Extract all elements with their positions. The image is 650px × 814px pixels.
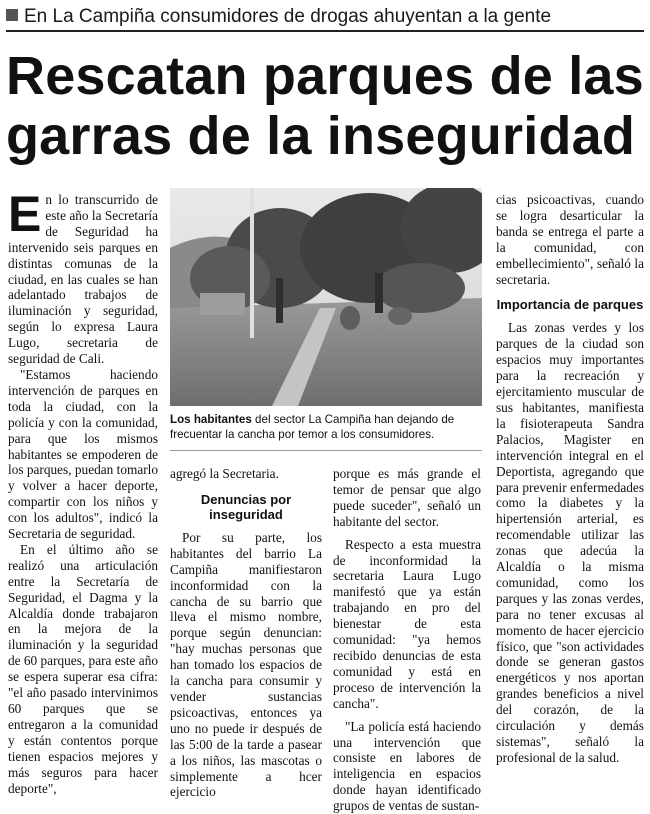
paragraph: "La policía está haciendo una intervención que consiste en labores de inteligencia en espacios donde hayan identificado grupos de ventas de sustan- [333,718,481,814]
article-column-1 [8,186,158,796]
kicker [6,4,644,32]
kicker-text: En La Campiña consumidores de drogas ahuyentan a la gente [24,6,552,27]
subhead-importancia: Importancia de parques [496,297,644,313]
headline-line-2: garras de la inseguridad [6,106,636,166]
paragraph: porque es más grande el temor de pensar que algo puede suceder", señaló un habitante del sector. [333,466,481,529]
paragraph: Por su parte, los habitantes del barrio La Campiña manifiestaron inconformidad con la cancha de su barrio que lleva el mismo nombre, porque según denuncian: "hay muchas personas que han tomado los espacios de la cancha para consumir y vender sustancias psicoactivas, entonces ya uno no puede ir después de las 5:00 de la tarde a pasear a los niños, las mascotas o simplemente a hcer ejercicio [170,529,322,800]
caption-text: del sector La Campiña han dejando de frecuentar la cancha por temor a los consumidores. [170,413,455,441]
paragraph: n lo transcurrido de este año la Secretaría de Seguridad ha intervenido seis parques en distintas comunas de la ciudad, en las cuales se han adelantado trabajos de iluminación y seguridad, según lo expresa Laura Lugo, secretaria de seguridad de Cali. [8,192,158,367]
caption-lead: Los habitantes [170,413,252,426]
drop-cap: E [8,186,42,242]
headline [6,46,644,166]
paragraph: Respecto a esta muestra de inconformidad la secretaria Laura Lugo manifestó que ya están trabajando en pro del bienestar de esta comunidad: "ya hemos recibido denuncias de esta comunidad y está en proceso de intervención la cancha". [333,536,481,711]
park-photo-image [170,188,482,406]
subhead-denuncias: Denuncias por inseguridad [200,491,292,522]
article-column-4 [496,192,644,766]
paragraph: agregó la Secretaria. [170,466,279,481]
paragraph: cias psicoactivas, cuando se logra desarticular la banda se entrega el parte a la comunidad, con embellecimiento", señaló la secretaria. [496,192,644,287]
paragraph: "Estamos haciendo intervención de parques en toda la ciudad, con la policía y con la comunidad, para que los mismos habitantes se empoderen de los parques, puedan tomarlo y volver a hacer deporte, compartir con los niños y con los adultos", indicó la Secretaria de seguridad. [8,366,158,542]
article-column-2 [170,466,322,800]
paragraph: En el último año se realizó una articulación entre la Secretaría de Seguridad, el Dagma y la Alcaldía donde trabajaron en la mejora de la iluminación y la seguridad de 60 parques, para este año se espera superar esa cifra: "el año pasado intervinimos 60 parques que se entregaron a la comunidad y están contentos porque tienen espacios mejores y más seguros para hacer deporte", [8,541,158,796]
article-column-3 [333,466,481,814]
headline-line-1: Rescatan parques de las [6,46,644,106]
square-bullet-icon [6,9,18,21]
photo-caption [170,412,482,442]
caption-divider [170,450,482,451]
paragraph: Las zonas verdes y los parques de la ciudad son espacios muy importantes para la recreación y ejercitamiento muscular de sus habitantes, manifiesta la fisioterapeuta Sandra Palacios, Magister en intervención integral en el Deportista, agregando que para prevenir enfermedades como la diabetes y la hipertensión arterial, es recomendable utilizar las zonas que adecúa la Alcaldía o la misma comunidad, como los parques y las zonas verdes, para no tener excusas al momento de hacer ejercicio físico, que "son actividades donde se generan gastos energéticos y nos aportan grandes beneficios a nivel del corazón, de la circulación y demás sistemas", señaló la profesional de la salud. [496,320,644,765]
park-photo [170,188,482,406]
